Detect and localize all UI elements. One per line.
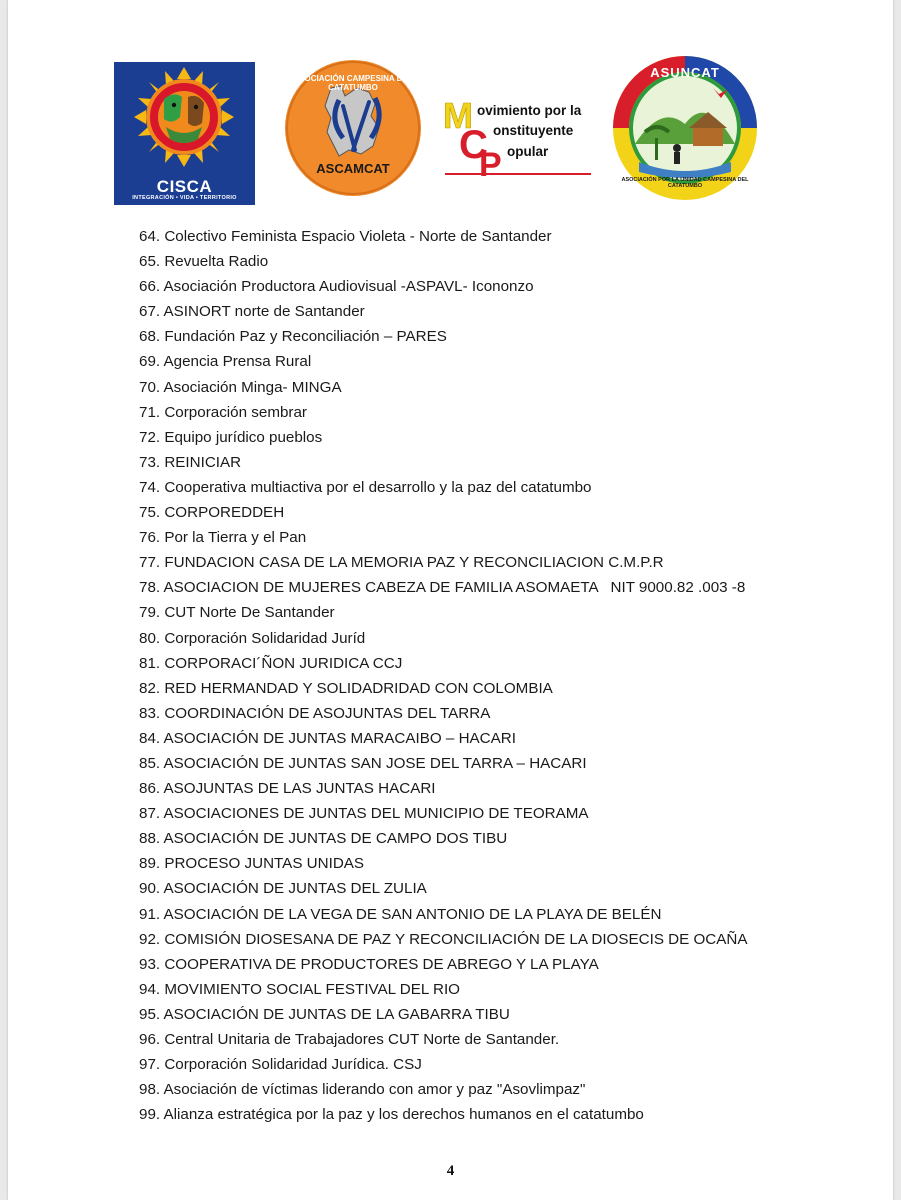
list-item: 69. Agencia Prensa Rural — [139, 353, 312, 371]
list-item: 79. CUT Norte De Santander — [139, 604, 335, 622]
mcp-line-3: opular — [507, 144, 549, 159]
list-item: 90. ASOCIACIÓN DE JUNTAS DEL ZULIA — [139, 880, 427, 898]
list-item: 70. Asociación Minga- MINGA — [139, 378, 342, 396]
asuncat-logo — [611, 54, 759, 202]
ascamcat-logo — [283, 58, 423, 198]
movimiento-constituyente-logo — [441, 96, 591, 181]
list-item: 93. COOPERATIVA DE PRODUCTORES DE ABREGO Y LA PLAYA — [139, 955, 599, 973]
list-item: 99. Alianza estratégica por la paz y los derechos humanos en el catatumbo — [139, 1106, 644, 1124]
list-item: 88. ASOCIACIÓN DE JUNTAS DE CAMPO DOS TIBU — [139, 830, 508, 848]
list-item: 96. Central Unitaria de Trabajadores CUT Norte de Santander. — [139, 1031, 560, 1048]
list-item: 84. ASOCIACIÓN DE JUNTAS MARACAIBO – HACARI — [139, 729, 516, 747]
logo-header — [8, 0, 893, 220]
mcp-line-1: ovimiento por la — [477, 103, 582, 118]
list-item: 95. ASOCIACIÓN DE JUNTAS DE LA GABARRA TIBU — [139, 1005, 510, 1023]
list-item: 87. ASOCIACIONES DE JUNTAS DEL MUNICIPIO DE TEORAMA — [139, 805, 589, 823]
mcp-letter-c: C — [459, 123, 488, 167]
list-item: 94. MOVIMIENTO SOCIAL FESTIVAL DEL RIO — [139, 980, 460, 998]
page-number: 4 — [446, 1163, 455, 1179]
asuncat-title: ASUNCAT — [650, 65, 720, 80]
list-item: 89. PROCESO JUNTAS UNIDAS — [139, 855, 365, 873]
list-item: 85. ASOCIACIÓN DE JUNTAS SAN JOSE DEL TARRA – HACARI — [139, 754, 587, 772]
list-item: 77. FUNDACION CASA DE LA MEMORIA PAZ Y RECONCILIACION C.M.P.R — [139, 554, 664, 572]
list-item: 76. Por la Tierra y el Pan — [139, 529, 307, 547]
asuncat-subtitle: ASOCIACIÓN POR LA UNIDAD CAMPESINA DEL CATATUMBO — [621, 177, 749, 189]
cisca-tagline: INTEGRACIÓN • VIDA • TERRITORIO — [132, 195, 237, 201]
document-page — [8, 0, 893, 1200]
list-item: 64. Colectivo Feminista Espacio Violeta - Norte de Santander — [139, 228, 552, 245]
ascamcat-ring-text: ASOCIACIÓN CAMPESINA DEL CATATUMBO — [293, 74, 413, 92]
list-item: 66. Asociación Productora Audiovisual -ASPAVL- Icononzo — [139, 278, 534, 296]
mcp-letter-m: M — [443, 96, 473, 136]
list-item: 68. Fundación Paz y Reconciliación – PARES — [139, 328, 447, 346]
list-item: 80. Corporación Solidaridad Juríd — [139, 629, 366, 647]
list-item: 91. ASOCIACIÓN DE LA VEGA DE SAN ANTONIO DE LA PLAYA DE BELÉN — [139, 905, 662, 923]
list-item: 74. Cooperativa multiactiva por el desarrollo y la paz del catatumbo — [139, 478, 592, 496]
ascamcat-name: ASCAMCAT — [316, 161, 390, 176]
list-item: 78. ASOCIACION DE MUJERES CABEZA DE FAMILIA ASOMAETA NIT 9000.82 .003 -8 — [139, 579, 746, 597]
mcp-line-2: onstituyente — [493, 123, 574, 138]
list-item: 71. Corporación sembrar — [139, 403, 307, 421]
list-item: 98. Asociación de víctimas liderando con amor y paz "Asovlimpaz" — [139, 1081, 586, 1099]
cisca-logo — [114, 62, 255, 205]
list-item: 81. CORPORACI´ÑON JURIDICA CCJ — [139, 654, 403, 672]
list-item: 72. Equipo jurídico pueblos — [139, 428, 323, 446]
list-item: 73. REINICIAR — [139, 453, 242, 471]
organization-list — [139, 224, 748, 1127]
mcp-letter-p: P — [479, 146, 502, 181]
list-item: 92. COMISIÓN DIOSESANA DE PAZ Y RECONCILIACIÓN DE LA DIOSECIS DE OCAÑA — [139, 930, 748, 948]
list-item: 82. RED HERMANDAD Y SOLIDADRIDAD CON COLOMBIA — [139, 679, 553, 697]
list-item: 67. ASINORT norte de Santander — [139, 303, 365, 321]
list-item: 86. ASOJUNTAS DE LAS JUNTAS HACARI — [139, 780, 436, 798]
cisca-name: CISCA — [156, 177, 213, 196]
list-item: 97. Corporación Solidaridad Jurídica. CSJ — [139, 1056, 422, 1074]
list-item: 83. COORDINACIÓN DE ASOJUNTAS DEL TARRA — [139, 704, 491, 722]
list-item: 65. Revuelta Radio — [139, 253, 269, 271]
list-item: 75. CORPOREDDEH — [139, 504, 285, 522]
